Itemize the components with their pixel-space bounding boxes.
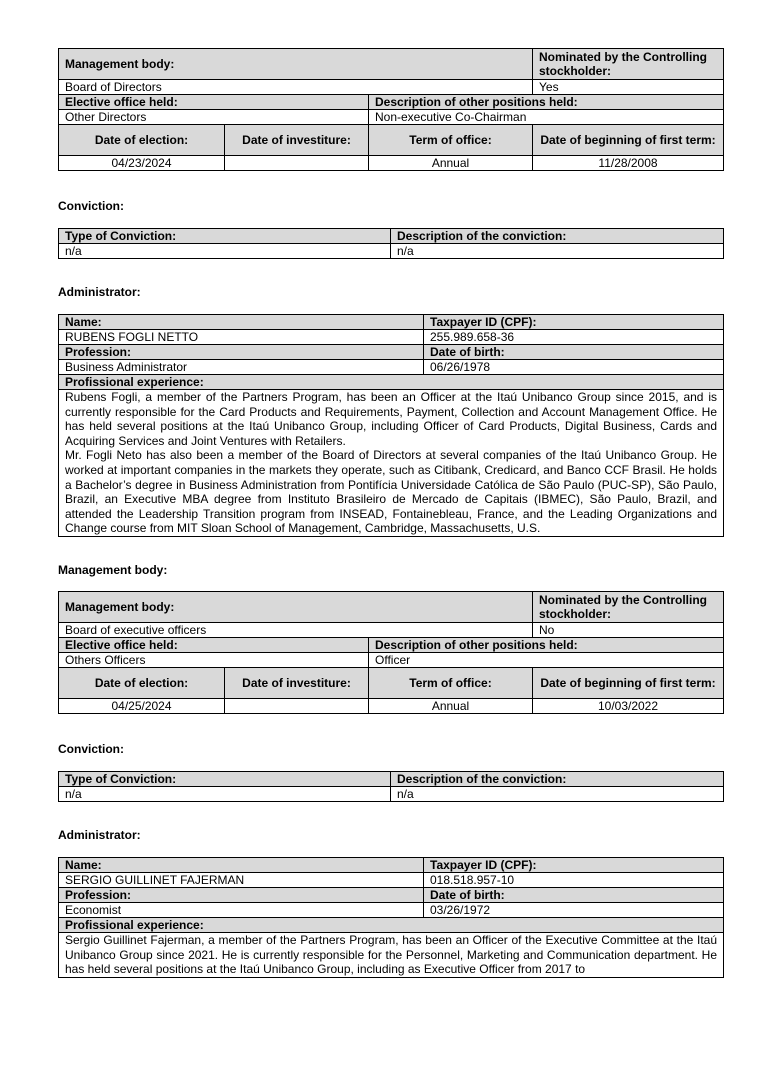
- name-value: RUBENS FOGLI NETTO: [59, 330, 424, 345]
- conviction-type-label: Type of Conviction:: [59, 229, 391, 244]
- administrator-heading: Administrator:: [58, 285, 141, 299]
- investiture-date-value: [225, 156, 369, 171]
- management-body-heading: Management body:: [58, 562, 168, 577]
- dob-label: Date of birth:: [424, 887, 724, 902]
- profession-label: Profession:: [59, 345, 424, 360]
- conviction-desc-value: n/a: [391, 244, 724, 259]
- experience-text: [59, 390, 724, 537]
- name-label: Name:: [59, 315, 424, 330]
- elective-office-value: Others Officers: [59, 652, 369, 667]
- first-term-label: Date of beginning of first term:: [533, 125, 724, 156]
- conviction-type-value: n/a: [59, 786, 391, 801]
- conviction-heading: Conviction:: [58, 741, 124, 756]
- elective-office-value: Other Directors: [59, 110, 369, 125]
- first-term-value: 10/03/2022: [533, 698, 724, 713]
- management-body-table-1: [58, 48, 724, 171]
- conviction-table-2: [58, 771, 724, 802]
- administrator-heading: Administrator:: [58, 827, 141, 842]
- first-term-value: 11/28/2008: [533, 156, 724, 171]
- nominated-label: Nominated by the Controlling stockholder:: [533, 49, 724, 80]
- experience-label: Profissional experience:: [59, 375, 724, 390]
- cpf-value: 018.518.957-10: [424, 872, 724, 887]
- elective-office-label: Elective office held:: [59, 95, 369, 110]
- election-date-label: Date of election:: [59, 125, 225, 156]
- administrator-table-2: [58, 857, 724, 978]
- dob-value: 03/26/1972: [424, 902, 724, 917]
- experience-paragraph: Mr. Fogli Neto has also been a member of the Board of Directors at several companies of the Itaú Unibanco Group. He worked at important companies in the markets they operate, such as Citibank, Credicard, and Banco CCF Brasil. He holds a Bachelor’s degree in Business Administration from Pontifícia Universidade Católica de São Paulo (PUC-SP), São Paulo, Brazil, an Executive MBA degree from Instituto Brasileiro de Mercado de Capitais (IBMEC), São Paulo, Brazil, and attended the Leadership Transition program from INSEAD, Fontainebleau, France, and the Leading Organizations and Change course from MIT Sloan School of Management, Cambridge, Massachusetts, U.S.: [65, 448, 717, 536]
- other-positions-label: Description of other positions held:: [369, 95, 724, 110]
- cpf-label: Taxpayer ID (CPF):: [424, 315, 724, 330]
- elective-office-label: Elective office held:: [59, 637, 369, 652]
- conviction-desc-label: Description of the conviction:: [391, 229, 724, 244]
- nominated-value: No: [533, 622, 724, 637]
- dob-value: 06/26/1978: [424, 360, 724, 375]
- cpf-value: 255.989.658-36: [424, 330, 724, 345]
- management-body-label: Management body:: [59, 591, 533, 622]
- conviction-desc-label: Description of the conviction:: [391, 771, 724, 786]
- experience-text: [59, 932, 724, 977]
- other-positions-value: Officer: [369, 652, 724, 667]
- cpf-label: Taxpayer ID (CPF):: [424, 857, 724, 872]
- investiture-date-value: [225, 698, 369, 713]
- nominated-value: Yes: [533, 80, 724, 95]
- profession-value: Business Administrator: [59, 360, 424, 375]
- document-page: [58, 48, 723, 978]
- conviction-heading: Conviction:: [58, 199, 124, 213]
- election-date-value: 04/23/2024: [59, 156, 225, 171]
- management-body-label: Management body:: [59, 49, 533, 80]
- management-body-table-2: [58, 591, 724, 714]
- conviction-type-label: Type of Conviction:: [59, 771, 391, 786]
- other-positions-label: Description of other positions held:: [369, 637, 724, 652]
- investiture-date-label: Date of investiture:: [225, 667, 369, 698]
- investiture-date-label: Date of investiture:: [225, 125, 369, 156]
- nominated-label: Nominated by the Controlling stockholder:: [533, 591, 724, 622]
- term-of-office-label: Term of office:: [369, 125, 533, 156]
- experience-paragraph: Sergio Guillinet Fajerman, a member of the Partners Program, has been an Officer of the Executive Committee at the Itaú Unibanco Group since 2021. He is currently responsible for the Personnel, Marketing and Communication department. He has held several positions at the Itaú Unibanco Group, including as Executive Officer from 2017 to: [65, 932, 717, 977]
- profession-value: Economist: [59, 902, 424, 917]
- administrator-table-1: [58, 314, 724, 537]
- election-date-label: Date of election:: [59, 667, 225, 698]
- term-of-office-label: Term of office:: [369, 667, 533, 698]
- conviction-desc-value: n/a: [391, 786, 724, 801]
- term-of-office-value: Annual: [369, 156, 533, 171]
- management-body-value: Board of executive officers: [59, 622, 533, 637]
- term-of-office-value: Annual: [369, 698, 533, 713]
- name-value: SERGIO GUILLINET FAJERMAN: [59, 872, 424, 887]
- dob-label: Date of birth:: [424, 345, 724, 360]
- conviction-table-1: [58, 228, 724, 259]
- first-term-label: Date of beginning of first term:: [533, 667, 724, 698]
- profession-label: Profession:: [59, 887, 424, 902]
- experience-label: Profissional experience:: [59, 917, 724, 932]
- management-body-value: Board of Directors: [59, 80, 533, 95]
- name-label: Name:: [59, 857, 424, 872]
- other-positions-value: Non-executive Co-Chairman: [369, 110, 724, 125]
- election-date-value: 04/25/2024: [59, 698, 225, 713]
- experience-paragraph: Rubens Fogli, a member of the Partners Program, has been an Officer at the Itaú Unibanco Group since 2015, and is currently responsible for the Card Products and Requirements, Payment, Collection and Account Management Office. He has held several positions at the Itaú Unibanco Group, including Officer of Card Products, Digital Business, Cards and Acquiring Services and Joint Ventures with Retailers.: [65, 390, 717, 448]
- conviction-type-value: n/a: [59, 244, 391, 259]
